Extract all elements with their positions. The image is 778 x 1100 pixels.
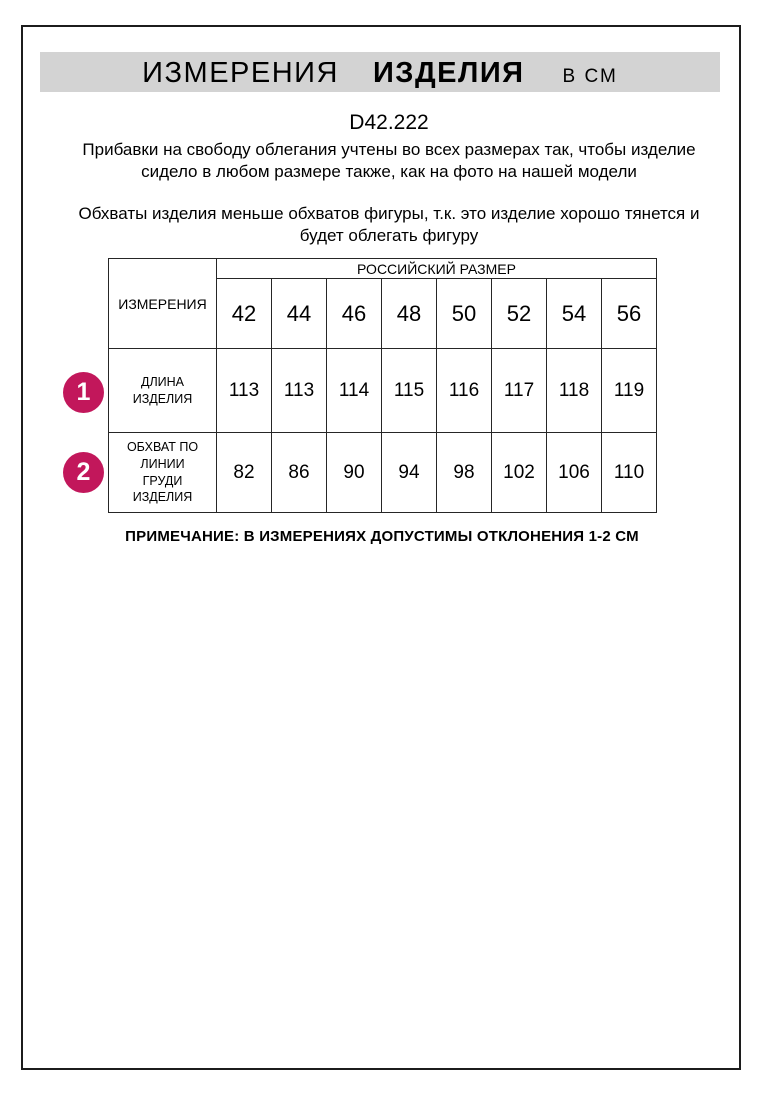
value-cell: 113 <box>217 349 272 433</box>
value-cell: 94 <box>382 433 437 513</box>
value-cell: 113 <box>272 349 327 433</box>
size-table <box>108 258 657 513</box>
measurements-header-cell: ИЗМЕРЕНИЯ <box>109 259 217 349</box>
value-cell: 115 <box>382 349 437 433</box>
value-cell: 102 <box>492 433 547 513</box>
value-cell: 118 <box>547 349 602 433</box>
title-bar <box>40 52 720 92</box>
value-cell: 86 <box>272 433 327 513</box>
size-col-header: 46 <box>327 279 382 349</box>
size-col-header: 42 <box>217 279 272 349</box>
size-col-header: 52 <box>492 279 547 349</box>
value-cell: 82 <box>217 433 272 513</box>
row-label-length: ДЛИНА ИЗДЕЛИЯ <box>109 349 217 433</box>
value-cell: 114 <box>327 349 382 433</box>
value-cell: 98 <box>437 433 492 513</box>
value-cell: 90 <box>327 433 382 513</box>
table-row-length <box>109 349 657 433</box>
tolerance-note: ПРИМЕЧАНИЕ: В ИЗМЕРЕНИЯХ ДОПУСТИМЫ ОТКЛОНЕНИЯ 1-2 СМ <box>125 528 639 545</box>
size-col-header: 54 <box>547 279 602 349</box>
row-label-chest: ОБХВАТ ПО ЛИНИИ ГРУДИ ИЗДЕЛИЯ <box>109 433 217 513</box>
row-marker-2-number: 2 <box>76 458 91 486</box>
row-marker-1-number: 1 <box>76 378 91 406</box>
size-col-header: 44 <box>272 279 327 349</box>
russian-size-header-cell: РОССИЙСКИЙ РАЗМЕР <box>217 259 657 279</box>
intro-paragraph-1: Прибавки на свободу облегания учтены во всех размерах так, чтобы изделие сидело в любом размере также, как на фото на нашей модели <box>82 140 696 181</box>
title-product: ИЗДЕЛИЯ <box>372 57 525 89</box>
size-col-header: 56 <box>602 279 657 349</box>
table-row-chest <box>109 433 657 513</box>
value-cell: 106 <box>547 433 602 513</box>
title-measurements: ИЗМЕРЕНИЯ <box>142 57 339 89</box>
title-unit: В СМ <box>562 66 618 87</box>
product-code: D42.222 <box>349 111 429 134</box>
intro-paragraph-2: Обхваты изделия меньше обхватов фигуры, т.к. это изделие хорошо тянется и будет облегать фигуру <box>78 204 700 245</box>
size-col-header: 50 <box>437 279 492 349</box>
value-cell: 117 <box>492 349 547 433</box>
row-marker-2 <box>63 452 104 493</box>
value-cell: 116 <box>437 349 492 433</box>
value-cell: 110 <box>602 433 657 513</box>
size-col-header: 48 <box>382 279 437 349</box>
row-marker-1 <box>63 372 104 413</box>
value-cell: 119 <box>602 349 657 433</box>
